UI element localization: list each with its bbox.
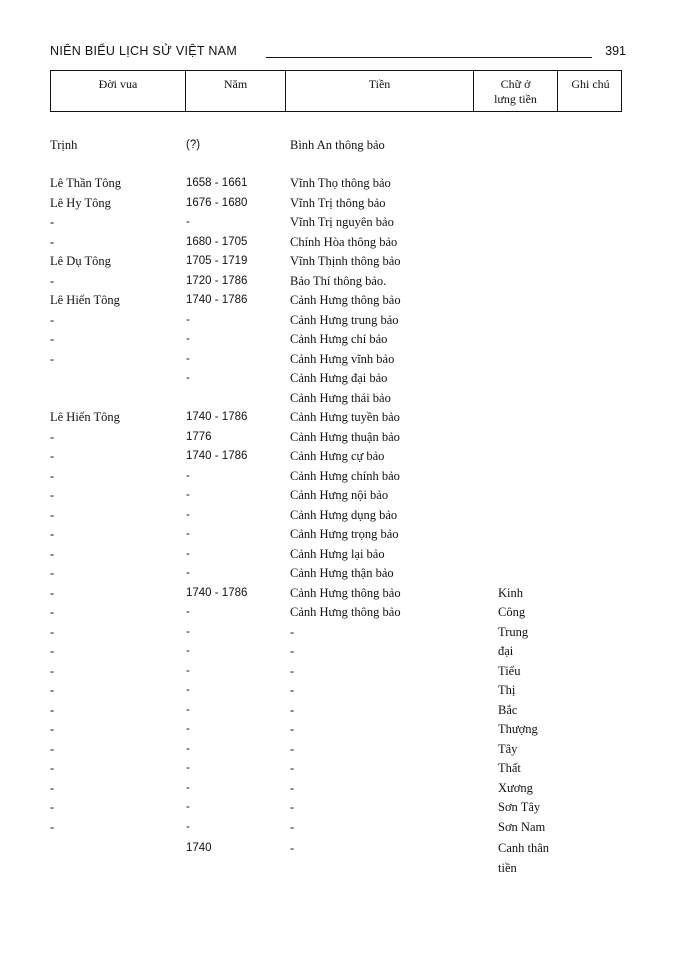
column-reign: Đời vua: [98, 77, 138, 91]
row-reign: -: [50, 703, 55, 717]
table-row: [0, 681, 684, 700]
row-coin: Vĩnh Thịnh thông bảo: [290, 254, 401, 268]
row-coin: Cảnh Hưng chính bảo: [290, 469, 400, 483]
header-rule: [266, 57, 592, 58]
page-header: [50, 44, 626, 64]
row-reign: Lê Hy Tông: [50, 196, 111, 210]
column-reverse-line2: lưng tiền: [494, 92, 537, 106]
column-coin: Tiền: [285, 71, 473, 111]
table-row: [0, 603, 684, 622]
row-reign: -: [50, 625, 55, 639]
row-reign: -: [50, 722, 55, 736]
row-reverse: Xương: [498, 781, 533, 795]
table-row: [0, 779, 684, 798]
row-reign: Lê Dụ Tông: [50, 254, 111, 268]
column-reverse-line1: Chữ ở: [500, 77, 531, 91]
column-reverse: [473, 71, 557, 111]
row-reign: -: [50, 566, 55, 580]
row-reign: Lê Thần Tông: [50, 176, 122, 190]
row-year: -: [186, 684, 190, 696]
row-coin: -: [290, 841, 295, 855]
table-row: [0, 233, 684, 252]
table-row: [0, 213, 684, 232]
row-year: -: [186, 470, 190, 482]
row-reign: -: [50, 235, 55, 249]
row-reign: -: [50, 274, 55, 288]
row-coin: Cảnh Hưng chí bảo: [290, 332, 388, 346]
running-title: NIÊN BIỂU LỊCH SỬ VIỆT NAM: [50, 44, 238, 58]
row-coin: Cảnh Hưng cự bảo: [290, 449, 385, 463]
row-year: -: [186, 314, 190, 326]
row-year: 1705 - 1719: [186, 255, 248, 267]
row-coin: Cảnh Hưng thông bảo: [290, 605, 401, 619]
table-row: [0, 720, 684, 739]
row-reign: -: [50, 449, 55, 463]
row-reverse: Công: [498, 605, 526, 619]
row-year: -: [186, 372, 190, 384]
row-coin: -: [290, 722, 295, 736]
row-reign: -: [50, 761, 55, 775]
row-reverse: Kinh: [498, 586, 523, 600]
row-reign: -: [50, 488, 55, 502]
row-coin: Bảo Thí thông bảo.: [290, 274, 387, 288]
row-reign: -: [50, 800, 55, 814]
row-reign: Lê Hiển Tông: [50, 293, 120, 307]
row-coin: Cảnh Hưng trung bảo: [290, 313, 399, 327]
row-coin: Vĩnh Trị nguyên bảo: [290, 215, 394, 229]
table-row: [0, 506, 684, 525]
table-row: [0, 759, 684, 778]
row-coin: Cảnh Hưng vĩnh bảo: [290, 352, 395, 366]
row-reign: -: [50, 586, 55, 600]
table-row: [0, 662, 684, 681]
row-reverse: Canh thân: [498, 841, 550, 855]
row-reign: -: [50, 605, 55, 619]
row-year: -: [186, 528, 190, 540]
column-note: Ghi chú: [557, 71, 623, 111]
row-reverse: Thượng: [498, 722, 538, 736]
row-year: -: [186, 548, 190, 560]
table-row: [0, 252, 684, 271]
row-coin: Cảnh Hưng thuận bảo: [290, 430, 400, 444]
table-row: [0, 623, 684, 642]
row-coin: -: [290, 820, 295, 834]
row-coin: -: [290, 742, 295, 756]
table-row: [0, 525, 684, 544]
row-reign: -: [50, 332, 55, 346]
row-year: -: [186, 762, 190, 774]
row-coin: Cảnh Hưng lại bảo: [290, 547, 385, 561]
table-row: [0, 839, 684, 858]
row-coin: Cảnh Hưng dụng bảo: [290, 508, 398, 522]
row-reign: -: [50, 508, 55, 522]
row-year: (?): [186, 139, 201, 151]
table-row: [0, 408, 684, 427]
row-year: -: [186, 333, 190, 345]
table-row: [0, 701, 684, 720]
row-year: -: [186, 645, 190, 657]
row-reign: -: [50, 820, 55, 834]
table-row: [0, 136, 684, 155]
row-coin: -: [290, 761, 295, 775]
row-reverse: Tây: [498, 742, 518, 756]
row-reign: -: [50, 430, 55, 444]
row-reverse: Sơn Tây: [498, 800, 541, 814]
row-year: -: [186, 665, 190, 677]
row-reverse: tiền: [498, 861, 517, 875]
row-reign: Lê Hiển Tông: [50, 410, 120, 424]
row-reverse: Sơn Nam: [498, 820, 546, 834]
row-reign: -: [50, 742, 55, 756]
row-reign: -: [50, 527, 55, 541]
row-year: 1658 - 1661: [186, 177, 248, 189]
row-coin: Cảnh Hưng thái bảo: [290, 391, 391, 405]
table-row: [0, 642, 684, 661]
row-year: -: [186, 626, 190, 638]
table-row: [0, 350, 684, 369]
row-coin: Cảnh Hưng nội bảo: [290, 488, 389, 502]
row-coin: -: [290, 644, 295, 658]
row-reign: Trịnh: [50, 138, 78, 152]
row-reign: -: [50, 313, 55, 327]
table-row: [0, 291, 684, 310]
row-reverse: đại: [498, 644, 514, 658]
row-reverse: Tiểu: [498, 664, 521, 678]
row-year: -: [186, 606, 190, 618]
row-coin: -: [290, 781, 295, 795]
row-year: -: [186, 723, 190, 735]
row-reign: -: [50, 644, 55, 658]
row-reign: -: [50, 664, 55, 678]
row-year: -: [186, 782, 190, 794]
row-year: -: [186, 489, 190, 501]
table-row: [0, 564, 684, 583]
row-year: -: [186, 704, 190, 716]
table-row: [0, 272, 684, 291]
row-reign: -: [50, 469, 55, 483]
row-reign: -: [50, 215, 55, 229]
row-year: -: [186, 353, 190, 365]
row-reverse: Thất: [498, 761, 521, 775]
table-row: [0, 545, 684, 564]
row-year: -: [186, 801, 190, 813]
row-year: 1740 - 1786: [186, 294, 248, 306]
table-row: [0, 818, 684, 837]
row-year: 1776: [186, 431, 212, 443]
row-coin: -: [290, 703, 295, 717]
row-coin: -: [290, 664, 295, 678]
row-year: -: [186, 821, 190, 833]
table-row: [0, 486, 684, 505]
row-year: 1676 - 1680: [186, 197, 248, 209]
row-year: -: [186, 567, 190, 579]
row-coin: -: [290, 683, 295, 697]
row-year: 1720 - 1786: [186, 275, 248, 287]
row-year: -: [186, 216, 190, 228]
row-coin: Cảnh Hưng đại bảo: [290, 371, 388, 385]
table-row: [0, 467, 684, 486]
table-row: [0, 369, 684, 388]
row-coin: Cảnh Hưng thận bảo: [290, 566, 394, 580]
row-coin: -: [290, 800, 295, 814]
row-reign: -: [50, 683, 55, 697]
row-reverse: Bắc: [498, 703, 518, 717]
row-year: 1740: [186, 842, 212, 854]
table-row: [0, 740, 684, 759]
table-row: [0, 447, 684, 466]
table-row: [0, 194, 684, 213]
row-coin: Vĩnh Thọ thông bảo: [290, 176, 391, 190]
table-row: [0, 584, 684, 603]
row-coin: Bình An thông bảo: [290, 138, 385, 152]
table-row: [0, 311, 684, 330]
row-year: -: [186, 743, 190, 755]
row-year: 1740 - 1786: [186, 587, 248, 599]
row-reign: -: [50, 781, 55, 795]
row-reverse: Thị: [498, 683, 516, 697]
table-row: [0, 389, 684, 408]
row-coin: Cảnh Hưng trọng bảo: [290, 527, 399, 541]
page-number: 391: [605, 44, 626, 58]
row-year: -: [186, 509, 190, 521]
row-coin: Cảnh Hưng thông bảo: [290, 586, 401, 600]
row-coin: Vĩnh Trị thông bảo: [290, 196, 386, 210]
row-coin: Cảnh Hưng thông bảo: [290, 293, 401, 307]
row-reign: -: [50, 547, 55, 561]
column-year: Năm: [185, 71, 285, 111]
table-row: [0, 859, 684, 878]
row-reverse: Trung: [498, 625, 529, 639]
row-year: 1740 - 1786: [186, 411, 248, 423]
row-coin: Chính Hòa thông bảo: [290, 235, 398, 249]
row-reign: -: [50, 352, 55, 366]
row-coin: Cảnh Hưng tuyền bảo: [290, 410, 400, 424]
row-coin: -: [290, 625, 295, 639]
table-row: [0, 330, 684, 349]
table-row: [0, 428, 684, 447]
row-year: 1680 - 1705: [186, 236, 248, 248]
table-column-header: [50, 70, 622, 112]
table-row: [0, 798, 684, 817]
row-year: 1740 - 1786: [186, 450, 248, 462]
table-row: [0, 174, 684, 193]
